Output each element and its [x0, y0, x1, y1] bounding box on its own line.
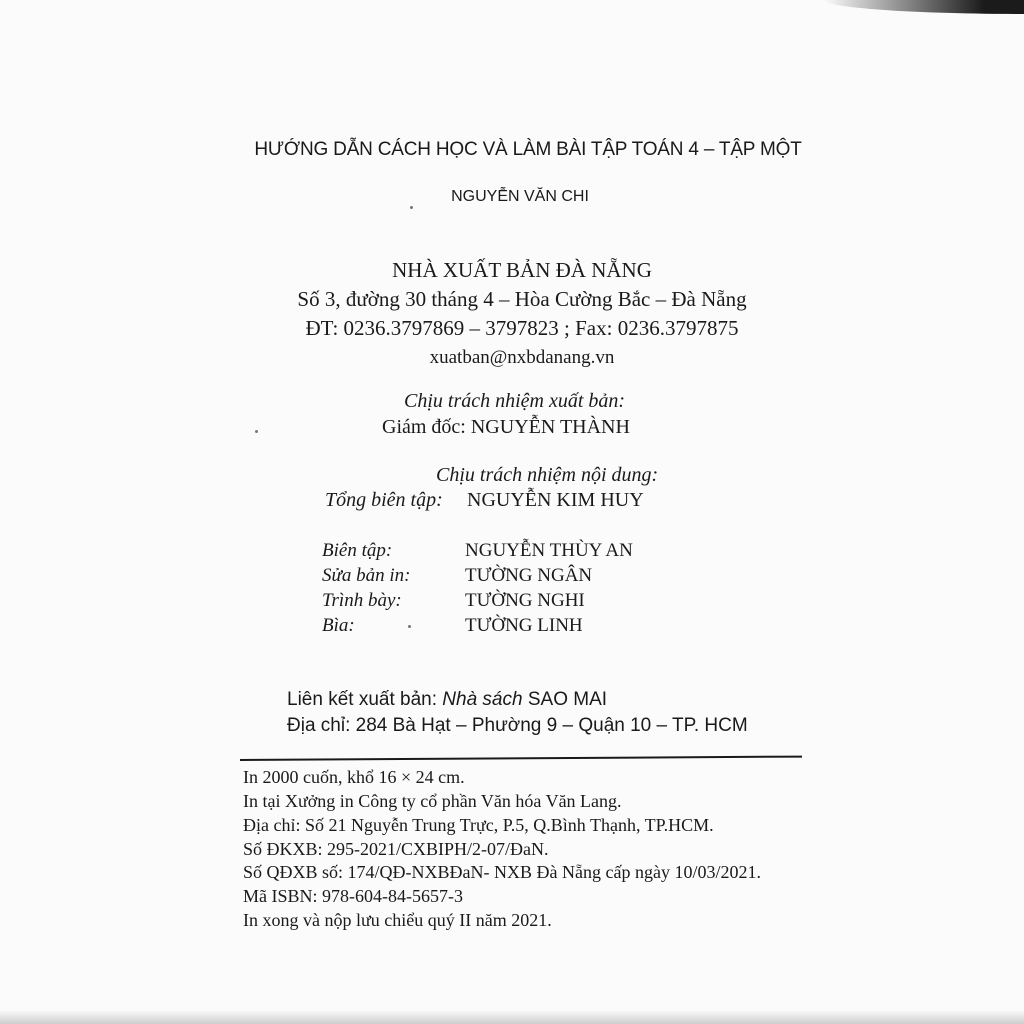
- divider-line: [240, 756, 802, 761]
- editor-in-chief-role: Tổng biên tập:: [325, 489, 443, 511]
- staff-role: Bìa:: [322, 615, 355, 636]
- staff-row-layout: [322, 590, 585, 612]
- page-bottom-edge: [0, 1010, 1024, 1024]
- partnership-label: Liên kết xuất bản:: [287, 689, 437, 710]
- staff-role: Sửa bản in:: [322, 565, 411, 586]
- staff-row-cover: [322, 615, 583, 637]
- print-speck: [255, 430, 258, 433]
- staff-role: Trình bày:: [322, 590, 402, 611]
- publisher-phone: ĐT: 0236.3797869 – 3797823 ; Fax: 0236.3797875: [305, 316, 739, 340]
- staff-name: NGUYỄN THÙY AN: [465, 540, 633, 561]
- staff-role: Biên tập:: [322, 540, 393, 561]
- publisher-address: Số 3, đường 30 tháng 4 – Hòa Cường Bắc – Đà Nẵng: [297, 287, 747, 311]
- publisher-name: NHÀ XUẤT BẢN ĐÀ NẴNG: [392, 258, 652, 282]
- partner-prefix: Nhà sách: [442, 689, 523, 710]
- publishing-responsibility-label: Chịu trách nhiệm xuất bản:: [404, 390, 626, 412]
- staff-row-editor: [322, 540, 633, 562]
- colophon-line: Số QĐXB số: 174/QĐ-NXBĐaN- NXB Đà Nẵng cấp ngày 10/03/2021.: [243, 862, 761, 882]
- partner-address: Địa chỉ: 284 Bà Hạt – Phường 9 – Quận 10 – TP. HCM: [287, 715, 748, 736]
- colophon-line: In 2000 cuốn, khổ 16 × 24 cm.: [243, 767, 465, 787]
- staff-name: TƯỜNG NGHI: [465, 590, 585, 611]
- colophon-line: Địa chỉ: Số 21 Nguyễn Trung Trực, P.5, Q.Bình Thạnh, TP.HCM.: [243, 815, 714, 835]
- colophon-line: Số ĐKXB: 295-2021/CXBIPH/2-07/ĐaN.: [243, 839, 549, 859]
- book-title: HƯỚNG DẪN CÁCH HỌC VÀ LÀM BÀI TẬP TOÁN 4 – TẬP MỘT: [254, 139, 802, 160]
- colophon-line: In tại Xưởng in Công ty cổ phần Văn hóa Văn Lang.: [243, 791, 622, 811]
- staff-name: TƯỜNG NGÂN: [465, 565, 593, 586]
- editor-in-chief-row: [325, 489, 644, 512]
- staff-row-proofreader: [322, 565, 593, 587]
- colophon-line: In xong và nộp lưu chiểu quý II năm 2021.: [243, 910, 552, 930]
- author-name: NGUYỄN VĂN CHI: [451, 188, 589, 205]
- publishing-director: Giám đốc: NGUYỄN THÀNH: [382, 416, 630, 438]
- page-corner-shadow: [824, 0, 1024, 14]
- partner-name: SAO MAI: [527, 689, 608, 710]
- print-speck: [410, 206, 413, 209]
- colophon-line: Mã ISBN: 978-604-84-5657-3: [243, 886, 463, 906]
- print-speck: [408, 625, 411, 628]
- publisher-email: xuatban@nxbdanang.vn: [429, 347, 615, 368]
- content-responsibility-label: Chịu trách nhiệm nội dung:: [436, 464, 659, 486]
- partnership-row: [287, 689, 607, 711]
- staff-name: TƯỜNG LINH: [465, 615, 583, 636]
- editor-in-chief-name: NGUYỄN KIM HUY: [467, 489, 644, 511]
- publisher-info: [0, 256, 1024, 372]
